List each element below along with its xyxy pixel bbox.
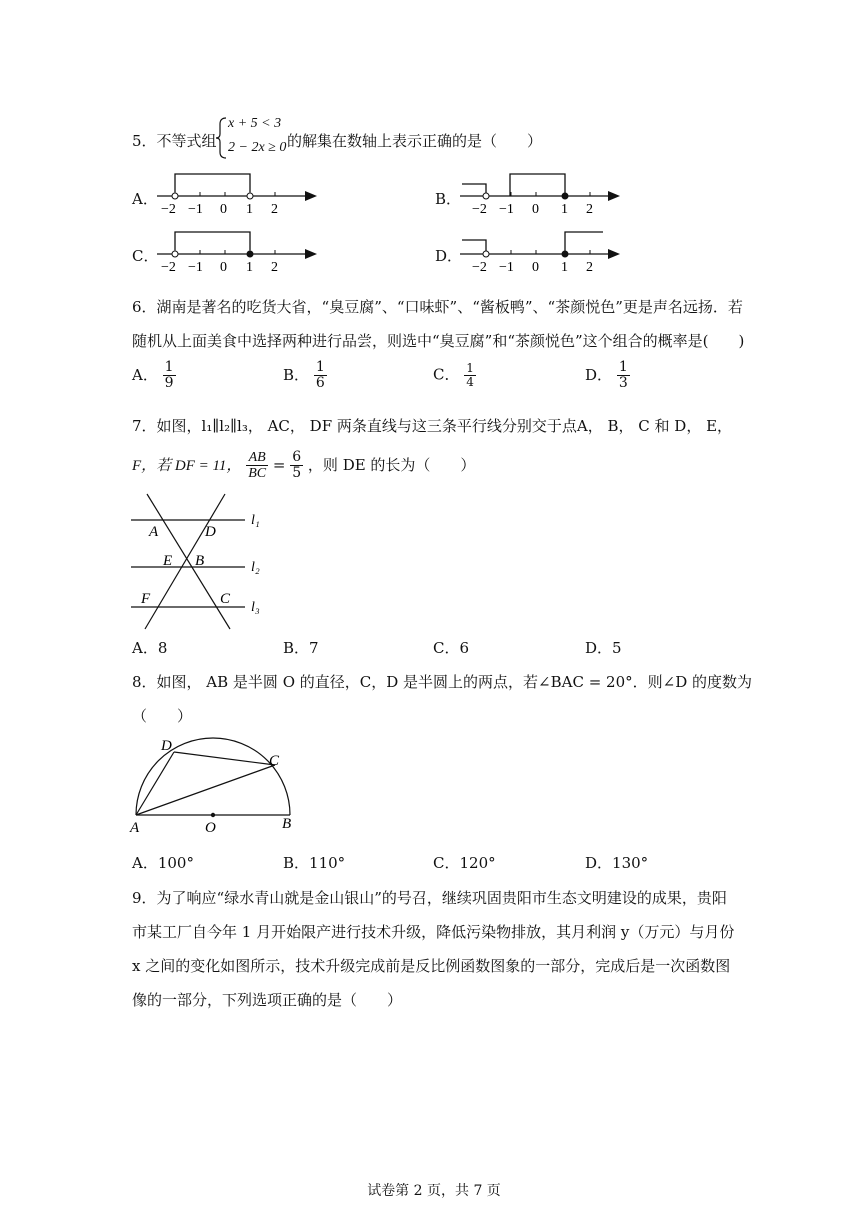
q8-option-d: D．130° xyxy=(585,854,649,872)
tick-label: −2 xyxy=(161,202,176,214)
tick-label: 0 xyxy=(532,202,539,214)
tick-label: 1 xyxy=(561,202,568,214)
tick-label: 1 xyxy=(561,260,568,272)
center-o-label: O xyxy=(205,820,216,836)
q8-option-b: B．110° xyxy=(283,854,346,872)
q5-option-c-numberline xyxy=(155,226,325,272)
point-c-label: C xyxy=(269,753,280,769)
q8-line-2: （ ） xyxy=(132,707,193,725)
q8-option-c: C．120° xyxy=(433,854,496,872)
q8-semicircle-figure xyxy=(128,732,303,838)
tick-label: 2 xyxy=(586,202,593,214)
q5-option-a-label: A． xyxy=(132,190,158,208)
q5-inequality-1: x + 5 < 3 xyxy=(228,116,282,131)
tick-label: 2 xyxy=(271,260,278,272)
tick-label: 1 xyxy=(246,202,253,214)
tick-label: −2 xyxy=(472,202,487,214)
q5-suffix: 的解集在数轴上表示正确的是（ ） xyxy=(287,132,543,150)
point-f-label: F xyxy=(141,591,151,607)
q5-option-b-numberline xyxy=(458,168,628,214)
point-e-label: E xyxy=(163,553,173,569)
tick-label: −1 xyxy=(188,202,203,214)
q5-inequality-2: 2 − 2x ≥ 0 xyxy=(228,140,287,155)
tick-label: −2 xyxy=(472,260,487,272)
q8-line-1: 8．如图， AB 是半圆 O 的直径，C，D 是半圆上的两点，若∠BAC = 20°．则∠D 的度数为 xyxy=(132,673,752,691)
q7-line-2: F，若 DF = 11， $\frac{AB}{BC}$ = $\frac{6}{5}$ ，则 DE 的长为（ ） xyxy=(132,449,476,482)
q7-line-1: 7．如图，l₁∥l₂∥l₃， AC， DF 两条直线与这三条平行线分别交于点A， B， C 和 D， E， xyxy=(132,417,733,435)
tick-label: 0 xyxy=(532,260,539,272)
q6-option-d: D． $\frac{1}{3}$ xyxy=(585,359,628,392)
tick-label: −1 xyxy=(499,260,514,272)
point-a-label: A xyxy=(130,820,140,836)
q6-option-c: C． $\frac{1}{4}$ xyxy=(433,361,474,390)
q9-line-2: 市某工厂自今年 1 月开始限产进行技术升级，降低污染物排放，其月利润 y（万元）与月份 xyxy=(132,923,735,941)
tick-label: 0 xyxy=(220,260,227,272)
q7-option-d: D．5 xyxy=(585,639,622,657)
line-l2-label: l₂ xyxy=(251,560,260,575)
q5-option-d-label: D． xyxy=(435,247,463,265)
q5-option-c-label: C． xyxy=(132,247,159,265)
point-b-label: B xyxy=(195,553,205,569)
tick-label: −1 xyxy=(499,202,514,214)
tick-label: 1 xyxy=(246,260,253,272)
line-l1-label: l₁ xyxy=(251,513,260,528)
q5-prefix: 5．不等式组 xyxy=(132,132,217,150)
q6-option-b: B． $\frac{1}{6}$ xyxy=(283,359,325,392)
page-footer: 试卷第 2 页，共 7 页 xyxy=(367,1183,501,1199)
tick-label: 2 xyxy=(586,260,593,272)
tick-label: −2 xyxy=(161,260,176,272)
q5-brace xyxy=(214,116,228,160)
q7-option-b: B．7 xyxy=(283,639,319,657)
line-l3-label: l₃ xyxy=(251,600,260,615)
q6-line-1: 6．湖南是著名的吃货大省，“臭豆腐”、“口味虾”、“酱板鸭”、“茶颜悦色”更是声名远扬．若 xyxy=(132,298,743,316)
point-d-label: D xyxy=(161,738,172,754)
point-c-label: C xyxy=(220,591,231,607)
point-b-label: B xyxy=(282,816,292,832)
tick-label: 0 xyxy=(220,202,227,214)
q5-option-a-numberline xyxy=(155,168,325,214)
q9-line-3: x 之间的变化如图所示，技术升级完成前是反比例函数图象的一部分，完成后是一次函数图 xyxy=(132,957,731,975)
q6-line-2: 随机从上面美食中选择两种进行品尝，则选中“臭豆腐”和“茶颜悦色”这个组合的概率是( ) xyxy=(132,332,745,350)
point-d-label: D xyxy=(205,524,216,540)
point-a-label: A xyxy=(149,524,159,540)
q5-option-b-label: B． xyxy=(435,190,462,208)
tick-label: −1 xyxy=(188,260,203,272)
q7-option-c: C．6 xyxy=(433,639,470,657)
q9-line-4: 像的一部分，下列选项正确的是（ ） xyxy=(132,991,403,1009)
q7-parallel-lines-figure xyxy=(125,490,275,632)
q7-option-a: A．8 xyxy=(132,639,168,657)
q6-option-a: A． $\frac{1}{9}$ xyxy=(132,359,174,392)
tick-label: 2 xyxy=(271,202,278,214)
q8-option-a: A．100° xyxy=(132,854,194,872)
q5-option-d-numberline xyxy=(458,226,628,272)
q9-line-1: 9．为了响应“绿水青山就是金山银山”的号召，继续巩固贵阳市生态文明建设的成果，贵阳 xyxy=(132,889,727,907)
